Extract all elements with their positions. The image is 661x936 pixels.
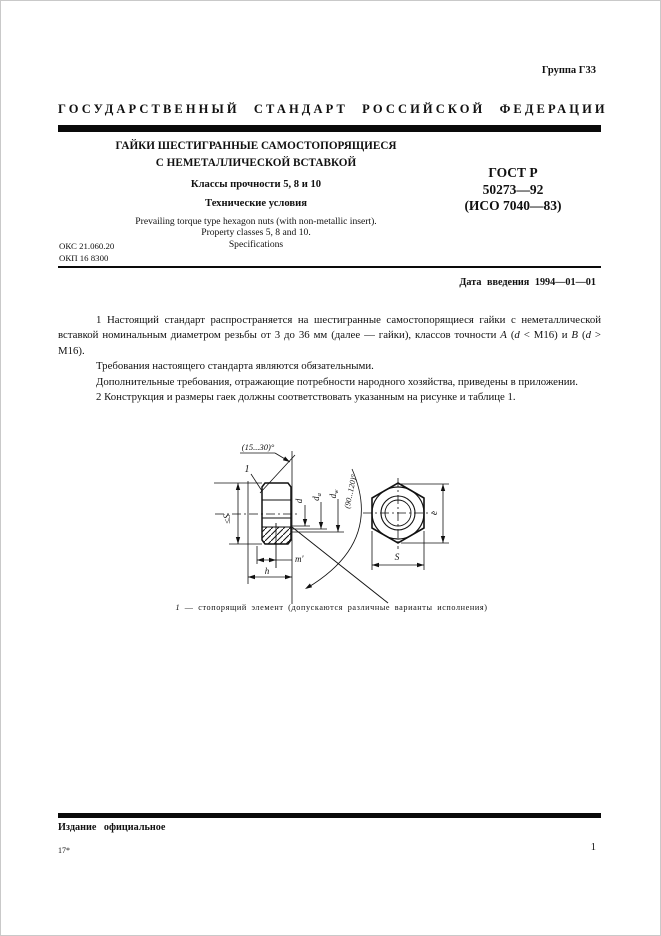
across-flats-limit-label: ≤S <box>222 514 232 524</box>
countersink-angle-label: (90...120)° <box>342 473 359 510</box>
caption-text: — стопорящий элемент (допускаются различные варианты исполнения) <box>180 603 488 612</box>
effective-date: Дата введения 1994—01—01 <box>459 277 596 288</box>
standard-designation <box>443 165 583 215</box>
standard-header: ГОСУДАРСТВЕННЫЙ СТАНДАРТ РОССИЙСКОЙ ФЕДЕРАЦИИ <box>58 102 608 116</box>
designation-line3: (ИСО 7040—83) <box>464 198 562 213</box>
p1-seg: ( <box>578 329 586 342</box>
body-text <box>58 313 601 405</box>
paragraph-3: Дополнительные требования, отражающие потребности народного хозяйства, приведены в приложении. <box>96 375 578 388</box>
designation-line2: 50273—92 <box>482 181 544 197</box>
p1-seg: < М16) и <box>519 329 572 342</box>
p1-seg: ( <box>506 329 515 342</box>
footer-rule <box>58 813 601 818</box>
title-en-line2: Property classes 5, 8 and 10. <box>201 227 311 239</box>
page-number: 1 <box>590 842 596 853</box>
divider-rule <box>58 266 601 268</box>
da-label: $d_a$ <box>311 493 323 501</box>
h-label: h <box>264 566 270 576</box>
title-en-line3: Specifications <box>228 238 284 250</box>
p1-seg: d <box>514 329 520 342</box>
dw-label: $d_w$ <box>328 489 340 499</box>
paragraph-4: 2 Конструкция и размеры гаек должны соответствовать указанным на рисунке и таблице 1. <box>96 391 516 404</box>
paragraph-1 <box>58 313 601 359</box>
okp-code: ОКП 16 8300 <box>59 253 109 263</box>
d-label: d <box>294 498 304 504</box>
position-number-label: 1 <box>244 464 250 475</box>
m-prime-label: m' <box>295 554 304 564</box>
chamfer-angle-label: (15...30)° <box>241 442 275 452</box>
e-label: e <box>430 510 440 516</box>
p1-seg: А <box>500 329 507 342</box>
p1-seg: d <box>585 329 591 342</box>
designation-line1: ГОСТ Р <box>488 165 538 180</box>
title-ru-line1: ГАЙКИ ШЕСТИГРАННЫЕ САМОСТОПОРЯЩИЕСЯ <box>115 140 397 152</box>
group-label: Группа Г33 <box>541 65 596 76</box>
top-view <box>363 478 449 570</box>
title-ru-line2: С НЕМЕТАЛЛИЧЕСКОЙ ВСТАВКОЙ <box>155 157 357 169</box>
caption-pos-number: 1 <box>175 603 181 612</box>
p1-seg: > М16). <box>58 329 601 357</box>
s-label: S <box>394 553 400 563</box>
figure-caption <box>1 603 661 612</box>
title-block <box>58 140 454 250</box>
official-edition-label: Издание официальное <box>58 822 166 833</box>
p1-seg: 1 Настоящий стандарт распространяется на шестигранные самостопорящиеся гайки с неметаллической вставкой номинальным диаметром резьбы от 3 до 36 мм (далее — гайки), классов точности <box>58 314 601 342</box>
side-view <box>214 451 388 604</box>
header-rule <box>58 125 601 132</box>
p1-seg: В <box>571 329 579 342</box>
oks-code: ОКС 21.060.20 <box>59 241 115 251</box>
signature-mark: 17* <box>58 846 70 855</box>
technical-drawing <box>181 431 481 616</box>
paragraph-2: Требования настоящего стандарта являются обязательными. <box>96 360 374 373</box>
title-en-line1: Prevailing torque type hexagon nuts (with non-metallic insert). <box>135 216 377 227</box>
strength-classes: Классы прочности 5, 8 и 10 <box>190 179 322 190</box>
spec-type: Технические условия <box>205 198 307 209</box>
